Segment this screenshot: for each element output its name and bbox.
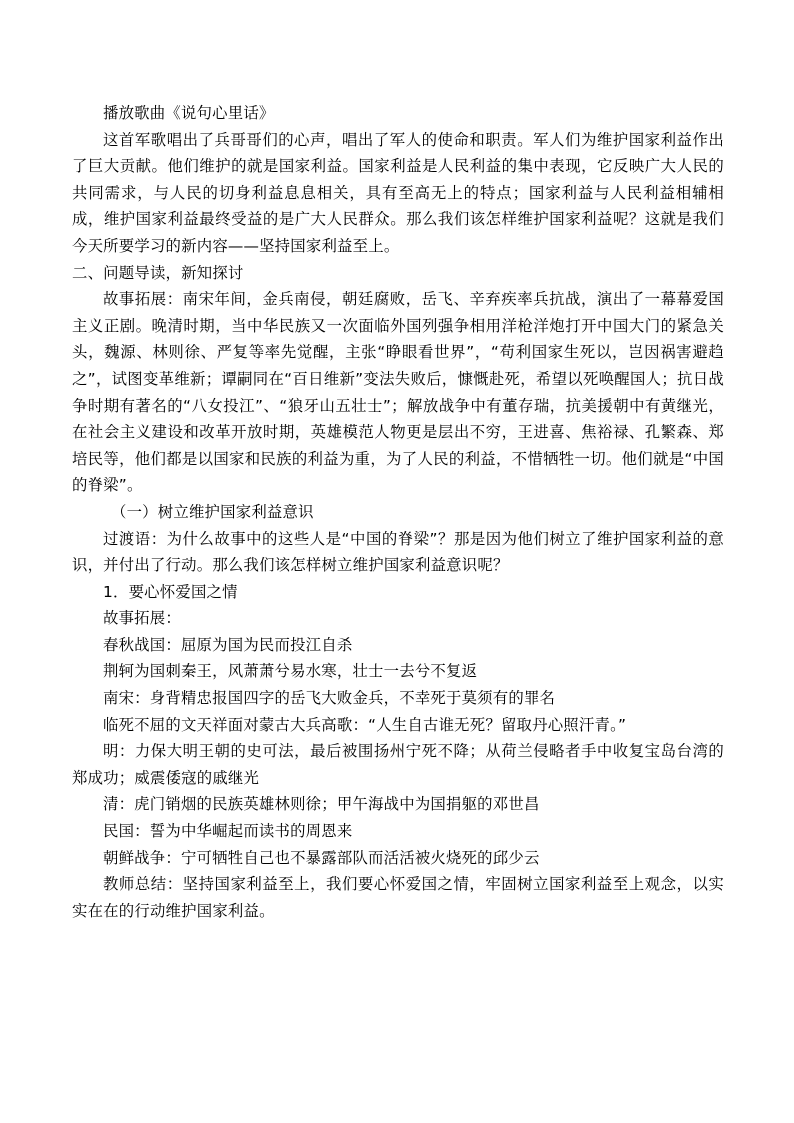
story-line: 南宋：身背精忠报国四字的岳飞大败金兵，不幸死于莫须有的罪名 xyxy=(103,689,556,708)
story-line: 朝鲜战争：宁可牺牲自己也不暴露部队而活活被火烧死的邱少云 xyxy=(103,848,540,867)
story-line: 民国：誓为中华崛起而读书的周恩来 xyxy=(103,822,353,841)
intro-paragraph: 这首军歌唱出了兵哥哥们的心声，唱出了军人的使命和职责。军人们为维护国家利益作出了巨大贡献。他们维护的就是国家利益。国家利益是人民利益的集中表现，它反映广大人民的共同需求，与人民的切身利益息息相关，具有至高无上的特点；国家利益与人民利益相辅相成，维护国家利益最终受益的是广大人民群众。那么我们该怎样维护国家利益呢？这就是我们今天所要学习的新内容——坚持国家利益至上。 xyxy=(72,130,724,255)
song-title: 播放歌曲《说句心里话》 xyxy=(103,104,275,122)
teacher-summary: 教师总结：坚持国家利益至上，我们要心怀爱国之情，牢固树立国家利益至上观念，以实实在在的行动维护国家利益。 xyxy=(72,875,724,920)
subsection-heading: （一）树立维护国家利益意识 xyxy=(111,502,314,521)
story-line: 春秋战国：屈原为国为民而投江自杀 xyxy=(103,635,353,654)
section-heading: 二、问题导读，新知探讨 xyxy=(72,263,244,282)
document-page xyxy=(72,100,724,924)
story-line: 明：力保大明王朝的史可法，最后被围扬州宁死不降；从荷兰侵略者手中收复宝岛台湾的郑成功；威震倭寇的戚继光 xyxy=(72,742,724,787)
story-line: 荆轲为国刺秦王，风萧萧兮易水寒，壮士一去兮不复返 xyxy=(103,662,478,681)
story-paragraph: 故事拓展：南宋年间，金兵南侵，朝廷腐败，岳飞、辛弃疾率兵抗战，演出了一幕幕爱国主义正剧。晚清时期，当中华民族又一次面临外国列强争相用洋枪洋炮打开中国大门的紧急关头，魏源、林则徐、严复等率先觉醒，主张“睁眼看世界”，“苟利国家生死以，岂因祸害避趋之”，试图变革维新；谭嗣同在“百日维新”变法失败后，慷慨赴死，希望以死唤醒国人；抗日战争时期有著名的“八女投江”、“狼牙山五壮士”；解放战争中有董存瑞，抗美援朝中有黄继光，在社会主义建设和改革开放时期，英雄模范人物更是层出不穷，王进喜、焦裕禄、孔繁森、郑培民等，他们都是以国家和民族的利益为重，为了人民的利益，不惜牺牲一切。他们就是“中国的脊梁”。 xyxy=(72,290,724,495)
transition-paragraph: 过渡语：为什么故事中的这些人是“中国的脊梁”？那是因为他们树立了维护国家利益的意识，并付出了行动。那么我们该怎样树立维护国家利益意识呢？ xyxy=(72,529,724,575)
point-heading: 1．要心怀爱国之情 xyxy=(103,582,238,601)
story-line: 清：虎门销烟的民族英雄林则徐；甲午海战中为国捐躯的邓世昌 xyxy=(103,795,540,814)
story-line: 临死不屈的文天祥面对蒙古大兵高歌：“人生自古谁无死？留取丹心照汗青。” xyxy=(103,715,627,734)
story-label: 故事拓展： xyxy=(103,609,181,628)
